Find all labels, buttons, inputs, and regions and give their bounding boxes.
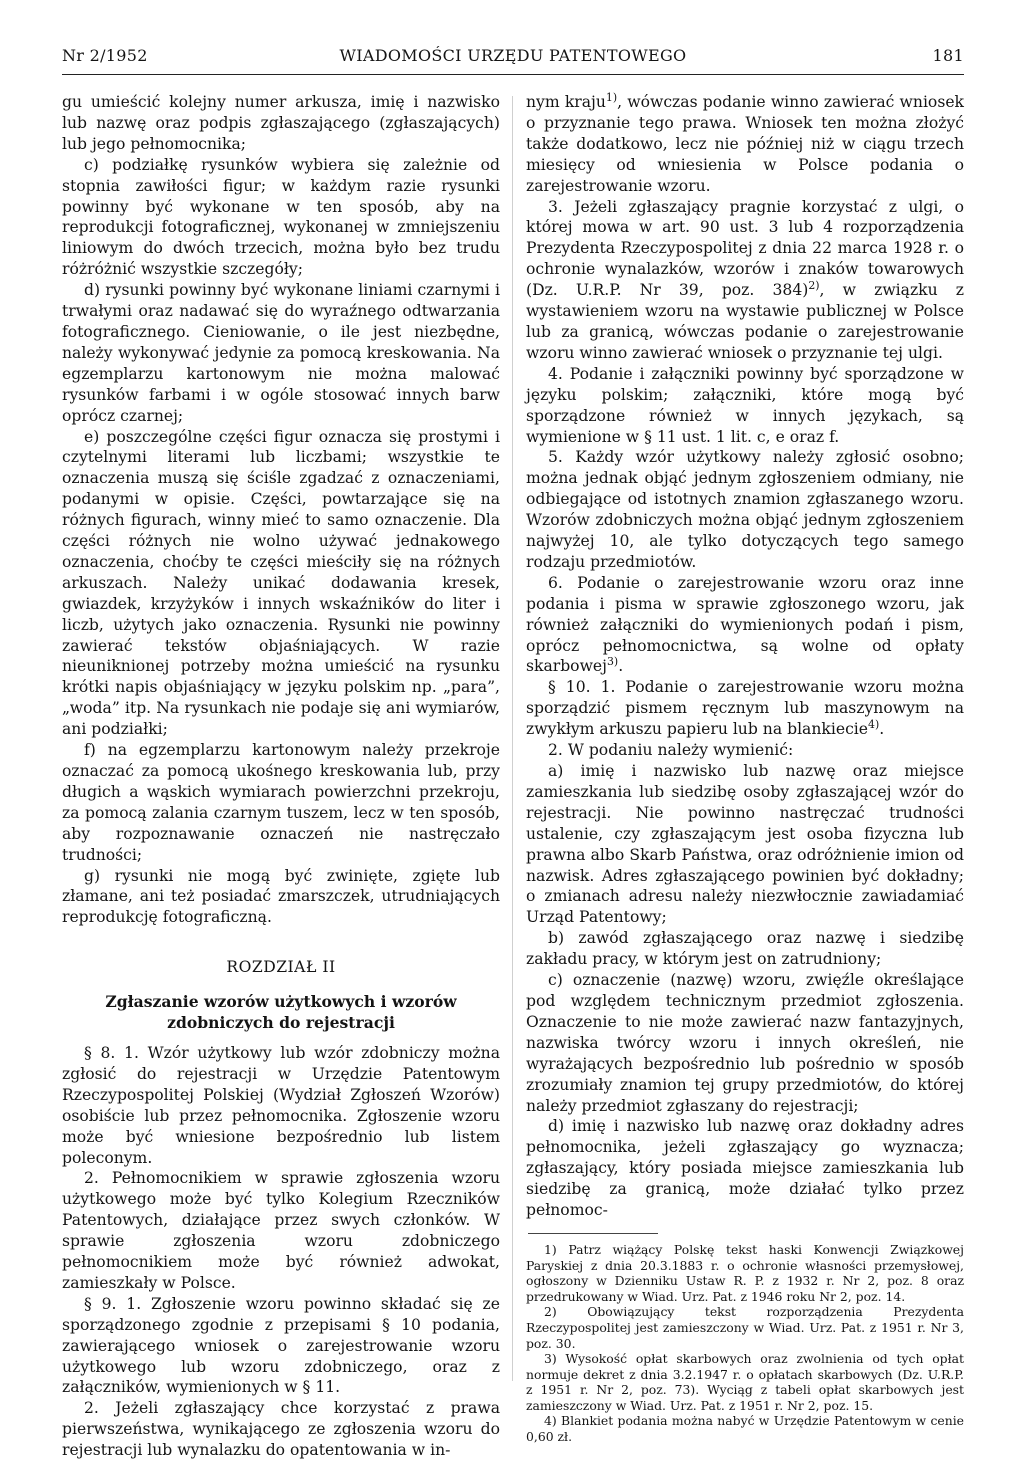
paragraph: d) rysunki powinny być wykonane liniami czarnymi i trwałymi oraz nadawać się do wyraźnego odtwarzania fotograficznego. Cieniowanie, o ile jest niezbędne, należy wykonywać jedynie za pomocą kreskowania. Na egzemplarzu kartonowym nie można malować rysunków farbami i w ogóle stosować innych barw oprócz czarnej;	[62, 281, 500, 425]
paragraph: § 9. 1. Zgłoszenie wzoru powinno składać się ze sporządzonego zgodnie z przepisami § 10 podania, zawierającego wniosek o zarejestrowanie wzoru użytkowego lub wzoru zdobniczego, oraz z załączników, wymienionych w § 11.	[62, 1294, 500, 1397]
issue-number: Nr 2/1952	[62, 46, 148, 65]
paragraph: g) rysunki nie mogą być zwinięte, zgięte lub złamane, ani też posiadać zmarszczek, utrudniających reprodukcję fotograficzną.	[62, 866, 500, 927]
page-header	[62, 38, 964, 75]
page-number: 181	[932, 46, 964, 65]
paragraph: 2. Jeżeli zgłaszający chce korzystać z prawa pierwszeństwa, wynikającego ze zgłoszenia wzoru do rejestracji lub wynalazku do opatentowania w in-	[62, 1399, 500, 1460]
left-column	[62, 92, 500, 1461]
paragraph	[526, 92, 964, 197]
chapter-heading: ROZDZIAŁ II	[226, 958, 336, 977]
paragraph-text: nym kraju	[526, 93, 606, 111]
footnote: 3) Wysokość opłat skarbowych oraz zwolnienia od tych opłat normuje dekret z dnia 3.2.1947 r. o opłatach skarbowych (Dz. U.R.P. z 1951 r. Nr 2, poz. 73). Wyciąg z tabeli opłat skarbowych jest zamieszczony w Wiad. Urz. Pat. z 1951 r. Nr 2, poz. 15.	[526, 1351, 964, 1413]
paragraph: § 8. 1. Wzór użytkowy lub wzór zdobniczy można zgłosić do rejestracji w Urzędzie Patentowym Rzeczypospolitej Polskiej (Wydział Zgłoszeń Wzorów) osobiście lub przez pełnomocnika. Zgłoszenie wzoru może być wniesione bezpośrednio lub listem poleconym.	[62, 1043, 500, 1167]
paragraph-text: 6. Podanie o zarejestrowanie wzoru oraz inne podania i pisma w sprawie zgłoszonego wzoru, jak również załączniki do wymienionych podań i pism, oprócz pełnomocnictwa, są wolne od opłaty skarbowej	[526, 573, 964, 676]
footnote-ref: 2)	[808, 278, 820, 292]
paragraph: 4. Podanie i załączniki powinny być sporządzone w języku polskim; załączniki, które mogą być sporządzone również w innych językach, są wymienione w § 11 ust. 1 lit. c, e oraz f.	[526, 364, 964, 446]
paragraph: a) imię i nazwisko lub nazwę oraz miejsce zamieszkania lub siedzibę osoby zgłaszającej wzór do rejestracji. Nie powinno nastręczać trudności ustalenie, czy zgłaszającym jest osoba fizyczna lub prawna albo Skarb Państwa, oraz odróżnienie imion od nazwisk. Adres zgłaszającego powinien być dokładny; o zmianach adresu należy niezwłocznie zawiadamiać Urząd Patentowy;	[526, 762, 964, 927]
paragraph	[526, 197, 964, 364]
paragraph: 2. W podaniu należy wymienić:	[548, 741, 794, 760]
column-divider	[512, 96, 513, 1381]
paragraph-text: .	[618, 657, 624, 676]
footnote: 1) Patrz wiążący Polskę tekst haski Konwencji Związkowej Paryskiej z dnia 20.3.1883 r. o ochronie własności przemysłowej, ogłoszony w Dzienniku Ustaw R. P. z 1932 r. Nr 2, poz. 8 oraz przedrukowany w Wiad. Urz. Pat. z 1946 roku Nr 2, poz. 14.	[526, 1241, 964, 1304]
footnotes	[526, 1242, 964, 1445]
paragraph-text: § 10. 1. Podanie o zarejestrowanie wzoru można sporządzić pismem ręcznym lub maszynowym na zwykłym arkuszu papieru lub na blankiecie	[526, 678, 964, 739]
paragraph: c) podziałkę rysunków wybiera się zależnie od stopnia zawiłości figur; w każdym razie rysunki powinny być wykonane w ten sposób, aby na reprodukcji fotograficznej, wykonanej w zmniejszeniu liniowym do dwóch trzecich, można było bez trudu różróżnić wszystkie szczegóły;	[62, 155, 500, 279]
paragraph: b) zawód zgłaszającego oraz nazwę i siedzibę zakładu pracy, w którym jest on zatrudniony;	[526, 929, 964, 969]
paragraph-text: 3. Jeżeli zgłaszający pragnie korzystać z ulgi, o której mowa w art. 90 ust. 3 lub 4 rozporządzenia Prezydenta Rzeczypospolitej z dnia 22 marca 1928 r. o ochronie wynalazków, wzorów i znaków towarowych (Dz. U.R.P. Nr 39, poz. 384)	[526, 197, 964, 300]
paragraph-text: , w związku z wystawieniem wzoru na wystawie publicznej w Polsce lub za granicą, wówczas podanie o zarejestrowanie wzoru winno zawierać wniosek o przyznanie tej ulgi.	[526, 281, 965, 362]
chapter-title: Zgłaszanie wzorów użytkowych i wzorów zdobniczych do rejestracji	[105, 992, 457, 1033]
paragraph: e) poszczególne części figur oznacza się prostymi i czytelnymi literami lub liczbami; wszystkie te oznaczenia muszą się ściśle zgadzać z oznaczeniami, podanymi w opisie. Części, powtarzające się na różnych figurach, winny mieć to samo oznaczenie. Dla części różnych nie wolno używać jednakowego oznaczenia, choćby te części mieściły się na różnych arkuszach. Należy unikać dodawania kresek, gwiazdek, krzyżyków i innych wskaźników do liter i liczb, użytych jako oznaczenia. Rysunki nie powinny zawierać tekstów objaśniających. W razie nieuniknionej potrzeby można umieścić na rysunku krótki napis objaśniający w języku polskim np. „para”, „woda” itp. Na rysunkach nie podaje się ani wymiarów, ani podziałki;	[62, 427, 500, 739]
paragraph: gu umieścić kolejny numer arkusza, imię i nazwisko lub nazwę oraz podpis zgłaszającego (zgłaszających) lub jego pełnomocnika;	[62, 93, 500, 153]
paragraph-text: , wówczas podanie winno zawierać wniosek o przyznanie tego prawa. Wniosek ten można złożyć także dodatkowo, lecz nie później niż w ciągu trzech miesięcy od wniesienia w Polsce podania o zarejestrowanie wzoru.	[526, 93, 964, 195]
footnote: 4) Blankiet podania można nabyć w Urzędzie Patentowym w cenie 0,60 zł.	[526, 1413, 964, 1445]
footnote-ref: 4)	[868, 718, 880, 731]
paragraph	[526, 573, 964, 678]
paragraph: f) na egzemplarzu kartonowym należy przekroje oznaczać za pomocą ukośnego kreskowania lub, przy długich a wąskich wymiarach powierzchni przekroju, za pomocą zalania czarnym tuszem, lecz w ten sposób, aby rozpoznawanie oznaczeń nie nastręczało trudności;	[62, 741, 500, 864]
journal-title: WIADOMOŚCI URZĘDU PATENTOWEGO	[339, 46, 687, 65]
paragraph: c) oznaczenie (nazwę) wzoru, zwięźle określające pod względem technicznym przedmiot zgłoszenia. Oznaczenie to nie może zawierać nazw fantazyjnych, nazwiska twórcy wzoru i innych określeń, nie wyrażających bezpośrednio lub pośrednio w sposób zrozumiały znamion tej grupy przedmiotów, do której należy przedmiot zgłaszany do rejestracji;	[526, 971, 964, 1115]
footnote-separator	[528, 1233, 658, 1234]
paragraph: d) imię i nazwisko lub nazwę oraz dokładny adres pełnomocnika, jeżeli zgłaszający go wyznacza; zgłaszający, który posiada miejsce zamieszkania lub siedzibę za granicą, może działać tylko przez pełnomoc-	[526, 1117, 964, 1220]
footnote: 2) Obowiązujący tekst rozporządzenia Prezydenta Rzeczypospolitej jest zamieszczony w Wiad. Urz. Pat. z 1951 r. Nr 3, poz. 30.	[526, 1304, 964, 1351]
paragraph: 5. Każdy wzór użytkowy należy zgłosić osobno; można jednak objąć jednym zgłoszeniem odmiany, nie odbiegające od istotnych znamion zgłaszanego wzoru. Wzorów zdobniczych można objąć jednym zgłoszeniem najwyżej 10, ale tylko dotyczących tego samego rodzaju przedmiotów.	[526, 448, 964, 571]
paragraph	[526, 677, 964, 740]
paragraph: 2. Pełnomocnikiem w sprawie zgłoszenia wzoru użytkowego może być tylko Kolegium Rzeczników Patentowych, działające przez swych członków. W sprawie zgłoszenia wzoru zdobniczego pełnomocnikiem może być również adwokat, zamieszkały w Polsce.	[62, 1169, 500, 1292]
right-column	[526, 92, 964, 1445]
footnote-ref: 3)	[606, 655, 619, 669]
paragraph-text: .	[879, 720, 885, 739]
footnote-ref: 1)	[605, 90, 618, 104]
